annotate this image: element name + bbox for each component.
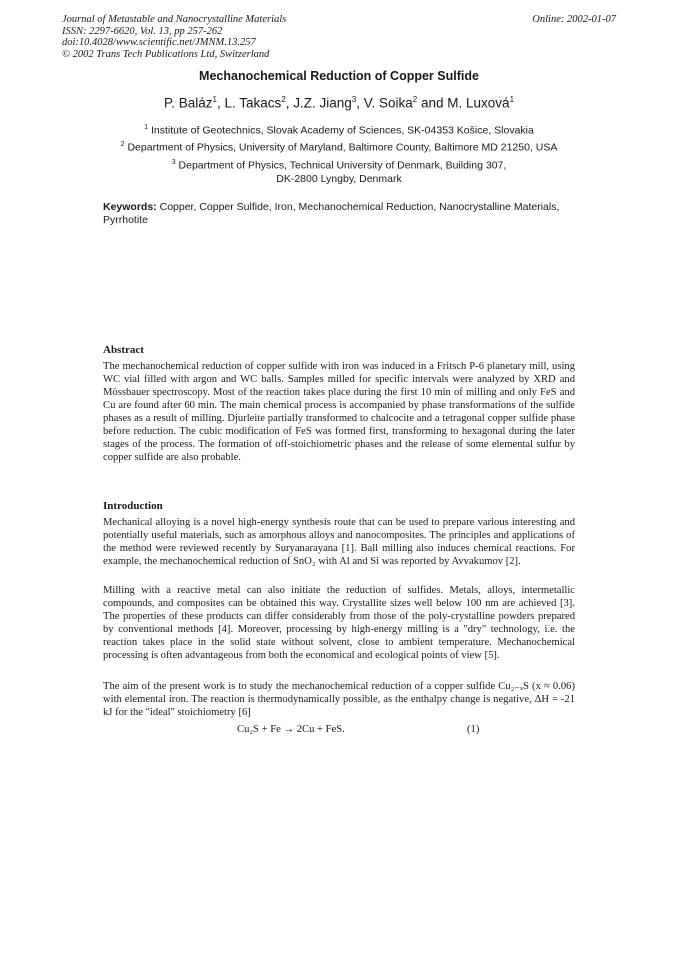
journal-header bbox=[62, 14, 286, 60]
author-name: L. Takacs bbox=[224, 95, 282, 111]
affiliation-sup: 1 bbox=[144, 124, 149, 131]
author-name: J.Z. Jiang bbox=[293, 95, 352, 111]
author-affil-sup: 3 bbox=[351, 95, 357, 104]
equation-text: Cu₂S + Fe → 2Cu + FeS. bbox=[237, 724, 345, 735]
affiliation-text-line2: DK-2800 Lyngby, Denmark bbox=[276, 172, 402, 185]
author-name: P. Baláz bbox=[163, 95, 213, 111]
intro-paragraph-2: Milling with a reactive metal can also initiate the reduction of sulfides. Metals, alloys, intermetallic compounds, and composites can be obtained this way. Crystallite sizes well below 100 nm are achieved [3]. The properties of these products can differ considerably from those of the poly-crystalline powders prepared by conventional methods [4]. Moreover, processing by high-energy milling is a "dry" technology, i.e. the reaction takes place in the solid state without solvent, close to ambient temperature. Mechanochemical processing is often advantageous from both the economical and ecological points of view [5]. bbox=[103, 585, 575, 661]
author-affil-sup: 1 bbox=[212, 95, 217, 104]
affiliation-sup: 3 bbox=[171, 159, 176, 166]
affiliation-1 bbox=[0, 121, 678, 138]
keywords-label: Keywords: bbox=[103, 201, 157, 213]
intro-paragraph-3: The aim of the present work is to study the mechanochemical reduction of a copper sulfide Cu₂₋ₓS (x ≈ 0.06) with elemental iron. The reaction is thermodynamically possible, as the enthalpy change is negative, ΔH = -21 kJ for the "ideal" stoichiometry [6] bbox=[103, 681, 575, 718]
journal-copyright: © 2002 Trans Tech Publications Ltd, Switzerland bbox=[62, 48, 270, 60]
author-list: P. Baláz$^1$, L. Takacs$^2$, J.Z. Jiang$^3$, V. Soika$^2$ and M. Luxová$^1$ bbox=[163, 95, 515, 111]
author-affil-sup: 2 bbox=[281, 95, 286, 104]
introduction-heading: Introduction bbox=[103, 500, 163, 512]
journal-name: Journal of Metastable and Nanocrystalline Materials bbox=[62, 14, 287, 25]
author-affil-sup: 2 bbox=[412, 95, 418, 104]
abstract-text: The mechanochemical reduction of copper sulfide with iron was induced in a Fritsch P-6 planetary mill, using WC vial filled with argon and WC balls. Samples milled for specific intervals were analyzed by XRD and Mössbauer spectroscopy. Most of the reaction takes place during the first 10 min of milling and only FeS and Cu are found after 60 min. The main chemical process is accompanied by phase transformations of the sulfide phases as a result of milling. Djurleite partially transformed to chalcocite and a tetragonal copper sulfide phase before reduction. The cubic modification of FeS was formed first, transforming to hexagonal during the later stages of the process. The formation of off-stoichiometric phases and the release of some elemental sulfur by copper sulfide are also probable. bbox=[103, 361, 575, 463]
affiliation-text: Institute of Geotechnics, Slovak Academy of Sciences, SK-04353 Košice, Slovakia bbox=[150, 124, 534, 137]
keywords-text: Copper, Copper Sulfide, Iron, Mechanochemical Reduction, Nanocrystalline Materials, Pyrrhotite bbox=[103, 201, 560, 226]
affiliation-3 bbox=[0, 156, 678, 186]
affiliation-2 bbox=[0, 138, 678, 155]
affiliation-sup: 2 bbox=[120, 141, 125, 148]
abstract-heading: Abstract bbox=[103, 344, 144, 356]
journal-doi[interactable]: doi:10.4028/www.scientific.net/JMNM.13.257 bbox=[62, 37, 256, 48]
equation-number: (1) bbox=[467, 724, 480, 735]
affiliation-text: Department of Physics, Technical University of Denmark, Building 307, bbox=[178, 159, 507, 172]
keywords bbox=[103, 201, 575, 227]
paper-title: Mechanochemical Reduction of Copper Sulfide bbox=[199, 69, 479, 83]
author-name: M. Luxová bbox=[447, 95, 510, 111]
affiliation-text: Department of Physics, University of Maryland, Baltimore County, Baltimore MD 21250, USA bbox=[127, 141, 558, 154]
author-name: V. Soika bbox=[363, 95, 413, 111]
journal-issn: ISSN: 2297-6620, Vol. 13, pp 257-262 bbox=[62, 25, 223, 37]
author-affil-sup: 1 bbox=[509, 95, 515, 104]
intro-paragraph-1: Mechanical alloying is a novel high-energy synthesis route that can be used to prepare various interesting and potentially useful materials, such as amorphous alloys and nanocomposites. The principles and applications of the method were reviewed recently by Suryanarayana [1]. Ball milling also induces chemical reactions. For example, the mechanochemical reduction of SnO₂ with Al and Si was reported by Avvakumov [2]. bbox=[103, 517, 575, 567]
online-date: Online: 2002-01-07 bbox=[532, 14, 616, 25]
